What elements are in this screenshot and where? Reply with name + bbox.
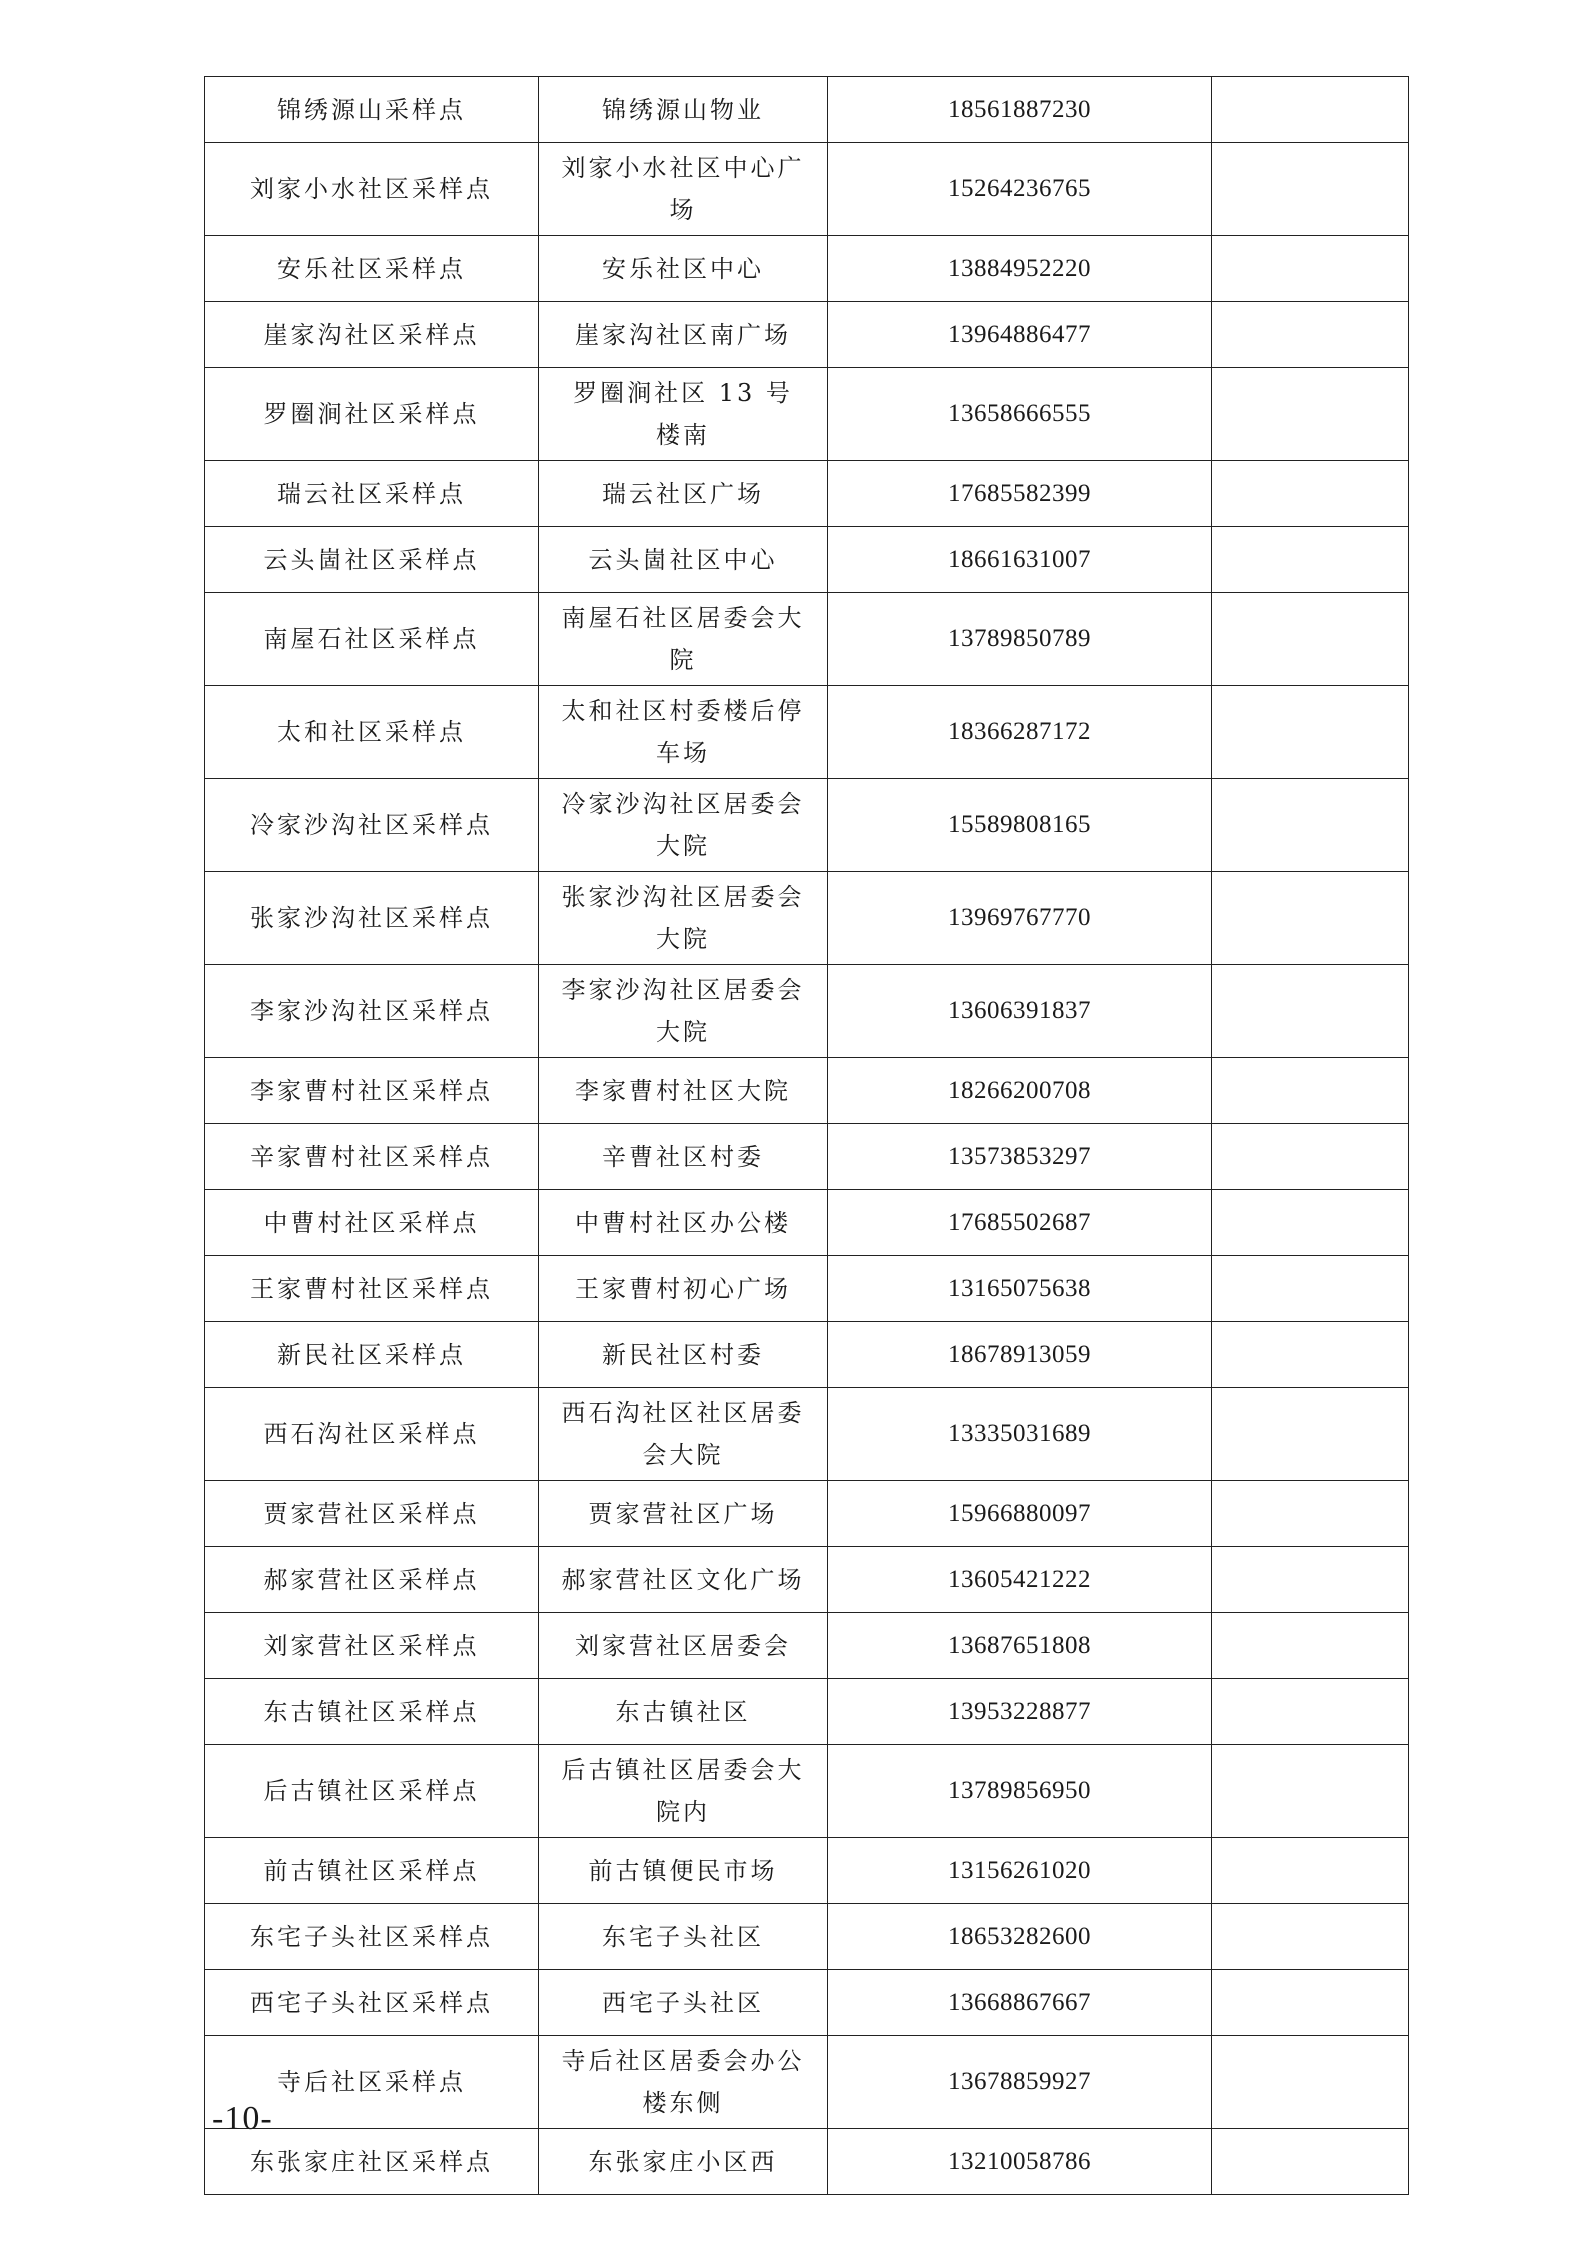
table-row [205,368,1409,461]
table-row [205,1679,1409,1745]
note-cell [1212,1388,1409,1481]
contact-phone-cell: 18366287172 [828,686,1212,779]
note-cell [1212,1970,1409,2036]
note-cell [1212,236,1409,302]
sampling-point-name-cell: 贾家营社区采样点 [205,1481,539,1547]
table-row [205,1613,1409,1679]
sampling-point-name-cell: 刘家小水社区采样点 [205,143,539,236]
sampling-point-name-cell: 新民社区采样点 [205,1322,539,1388]
sampling-location-cell: 李家曹村社区大院 [539,1058,828,1124]
sampling-point-name-cell: 罗圈涧社区采样点 [205,368,539,461]
contact-phone-cell: 15589808165 [828,779,1212,872]
contact-phone-cell: 13678859927 [828,2036,1212,2129]
sampling-location-cell: 云头崮社区中心 [539,527,828,593]
note-cell [1212,1838,1409,1904]
sampling-location-cell: 后古镇社区居委会大院内 [539,1745,828,1838]
sampling-point-name-cell: 西石沟社区采样点 [205,1388,539,1481]
contact-phone-cell: 13573853297 [828,1124,1212,1190]
sampling-point-name-cell: 崖家沟社区采样点 [205,302,539,368]
table-row [205,77,1409,143]
sampling-point-name-cell: 郝家营社区采样点 [205,1547,539,1613]
sampling-location-cell: 西宅子头社区 [539,1970,828,2036]
contact-phone-cell: 13156261020 [828,1838,1212,1904]
sampling-location-cell: 张家沙沟社区居委会大院 [539,872,828,965]
sampling-points-table [204,76,1409,2195]
note-cell [1212,965,1409,1058]
table-row [205,593,1409,686]
note-cell [1212,143,1409,236]
contact-phone-cell: 13687651808 [828,1613,1212,1679]
note-cell [1212,1481,1409,1547]
table-row [205,2129,1409,2195]
sampling-point-name-cell: 李家曹村社区采样点 [205,1058,539,1124]
note-cell [1212,1745,1409,1838]
sampling-point-name-cell: 东宅子头社区采样点 [205,1904,539,1970]
sampling-location-cell: 中曹村社区办公楼 [539,1190,828,1256]
sampling-point-name-cell: 张家沙沟社区采样点 [205,872,539,965]
contact-phone-cell: 13605421222 [828,1547,1212,1613]
contact-phone-cell: 18661631007 [828,527,1212,593]
table-row [205,1970,1409,2036]
sampling-location-cell: 南屋石社区居委会大院 [539,593,828,686]
contact-phone-cell: 13789850789 [828,593,1212,686]
table-row [205,1481,1409,1547]
table-row [205,1745,1409,1838]
table-row [205,302,1409,368]
contact-phone-cell: 13884952220 [828,236,1212,302]
table-row [205,1190,1409,1256]
sampling-location-cell: 东古镇社区 [539,1679,828,1745]
table-row [205,143,1409,236]
sampling-point-name-cell: 前古镇社区采样点 [205,1838,539,1904]
sampling-point-name-cell: 太和社区采样点 [205,686,539,779]
contact-phone-cell: 17685582399 [828,461,1212,527]
table-body [205,77,1409,2195]
note-cell [1212,527,1409,593]
contact-phone-cell: 18653282600 [828,1904,1212,1970]
note-cell [1212,1547,1409,1613]
sampling-point-name-cell: 王家曹村社区采样点 [205,1256,539,1322]
contact-phone-cell: 13668867667 [828,1970,1212,2036]
table-row [205,2036,1409,2129]
table-row [205,1838,1409,1904]
contact-phone-cell: 13953228877 [828,1679,1212,1745]
note-cell [1212,2036,1409,2129]
table-row [205,779,1409,872]
sampling-location-cell: 瑞云社区广场 [539,461,828,527]
sampling-point-name-cell: 辛家曹村社区采样点 [205,1124,539,1190]
table-row [205,1904,1409,1970]
contact-phone-cell: 13964886477 [828,302,1212,368]
note-cell [1212,1613,1409,1679]
sampling-point-name-cell: 云头崮社区采样点 [205,527,539,593]
sampling-location-cell: 太和社区村委楼后停车场 [539,686,828,779]
note-cell [1212,1190,1409,1256]
sampling-location-cell: 东张家庄小区西 [539,2129,828,2195]
contact-phone-cell: 13335031689 [828,1388,1212,1481]
sampling-point-name-cell: 西宅子头社区采样点 [205,1970,539,2036]
sampling-location-cell: 贾家营社区广场 [539,1481,828,1547]
contact-phone-cell: 17685502687 [828,1190,1212,1256]
sampling-point-name-cell: 冷家沙沟社区采样点 [205,779,539,872]
table-row [205,461,1409,527]
note-cell [1212,872,1409,965]
contact-phone-cell: 18678913059 [828,1322,1212,1388]
note-cell [1212,1679,1409,1745]
sampling-location-cell: 李家沙沟社区居委会大院 [539,965,828,1058]
sampling-location-cell: 郝家营社区文化广场 [539,1547,828,1613]
sampling-location-cell: 新民社区村委 [539,1322,828,1388]
sampling-point-name-cell: 锦绣源山采样点 [205,77,539,143]
contact-phone-cell: 13789856950 [828,1745,1212,1838]
table-row [205,686,1409,779]
table-row [205,1322,1409,1388]
sampling-point-name-cell: 李家沙沟社区采样点 [205,965,539,1058]
contact-phone-cell: 13165075638 [828,1256,1212,1322]
sampling-point-name-cell: 刘家营社区采样点 [205,1613,539,1679]
table-row [205,872,1409,965]
table-row [205,965,1409,1058]
note-cell [1212,302,1409,368]
note-cell [1212,593,1409,686]
sampling-location-cell: 东宅子头社区 [539,1904,828,1970]
table-row [205,527,1409,593]
sampling-location-cell: 锦绣源山物业 [539,77,828,143]
sampling-location-cell: 刘家小水社区中心广场 [539,143,828,236]
note-cell [1212,1322,1409,1388]
sampling-location-cell: 刘家营社区居委会 [539,1613,828,1679]
sampling-point-name-cell: 东古镇社区采样点 [205,1679,539,1745]
sampling-point-name-cell: 东张家庄社区采样点 [205,2129,539,2195]
sampling-location-cell: 罗圈涧社区 13 号楼南 [539,368,828,461]
contact-phone-cell: 15966880097 [828,1481,1212,1547]
note-cell [1212,2129,1409,2195]
table-row [205,236,1409,302]
note-cell [1212,779,1409,872]
sampling-point-name-cell: 后古镇社区采样点 [205,1745,539,1838]
table-row [205,1256,1409,1322]
sampling-location-cell: 前古镇便民市场 [539,1838,828,1904]
contact-phone-cell: 13210058786 [828,2129,1212,2195]
sampling-location-cell: 寺后社区居委会办公楼东侧 [539,2036,828,2129]
table-row [205,1058,1409,1124]
sampling-location-cell: 王家曹村初心广场 [539,1256,828,1322]
sampling-location-cell: 冷家沙沟社区居委会大院 [539,779,828,872]
table-row [205,1124,1409,1190]
sampling-location-cell: 安乐社区中心 [539,236,828,302]
page-number: -10- [212,2100,273,2137]
sampling-location-cell: 辛曹社区村委 [539,1124,828,1190]
sampling-location-cell: 崖家沟社区南广场 [539,302,828,368]
note-cell [1212,1124,1409,1190]
contact-phone-cell: 13606391837 [828,965,1212,1058]
sampling-location-cell: 西石沟社区社区居委会大院 [539,1388,828,1481]
contact-phone-cell: 13969767770 [828,872,1212,965]
note-cell [1212,1058,1409,1124]
sampling-point-name-cell: 中曹村社区采样点 [205,1190,539,1256]
note-cell [1212,1256,1409,1322]
sampling-point-name-cell: 安乐社区采样点 [205,236,539,302]
sampling-point-name-cell: 南屋石社区采样点 [205,593,539,686]
contact-phone-cell: 13658666555 [828,368,1212,461]
note-cell [1212,686,1409,779]
contact-phone-cell: 15264236765 [828,143,1212,236]
note-cell [1212,77,1409,143]
note-cell [1212,1904,1409,1970]
contact-phone-cell: 18561887230 [828,77,1212,143]
sampling-point-name-cell: 瑞云社区采样点 [205,461,539,527]
note-cell [1212,461,1409,527]
table-row [205,1547,1409,1613]
contact-phone-cell: 18266200708 [828,1058,1212,1124]
table-row [205,1388,1409,1481]
sampling-point-name-cell: 寺后社区采样点 [205,2036,539,2129]
note-cell [1212,368,1409,461]
